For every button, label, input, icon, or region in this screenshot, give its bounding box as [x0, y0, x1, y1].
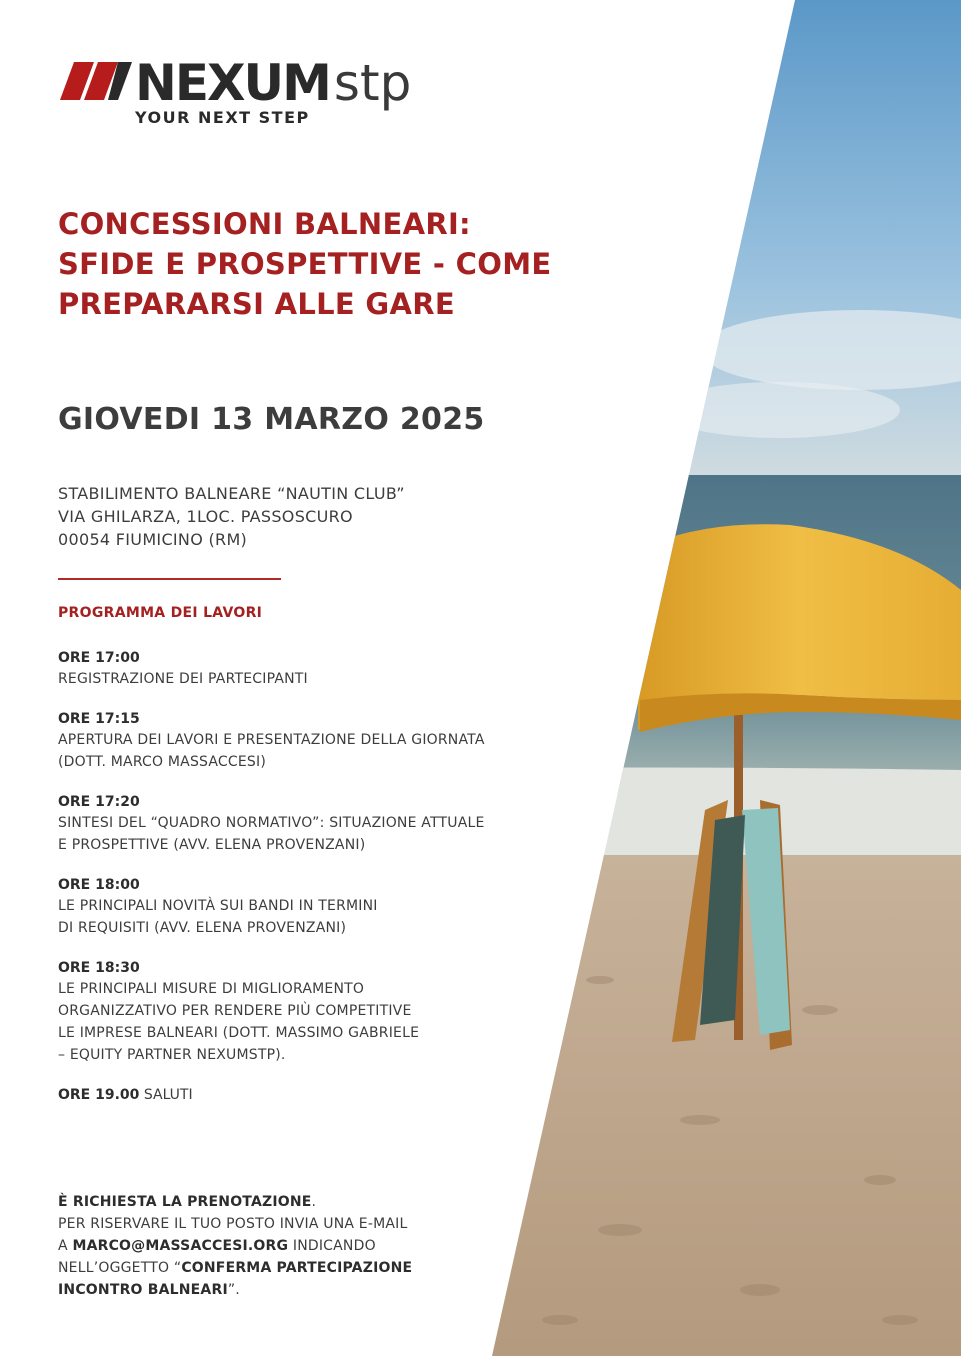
logo-tagline: YOUR NEXT STEP [135, 108, 310, 127]
logo-slashes-icon [60, 62, 132, 100]
venue-block [58, 482, 578, 551]
schedule-item [58, 792, 588, 856]
schedule-time: ORE 18:30 [58, 960, 140, 976]
event-title: CONCESSIONI BALNEARI: SFIDE E PROSPETTIVE - COME PREPARARSI ALLE GARE [58, 207, 552, 321]
schedule-text: LE PRINCIPALI MISURE DI MIGLIORAMENTO ORGANIZZATIVO PER RENDERE PIÙ COMPETITIVE LE IMPRESE BALNEARI (DOTT. MASSIMO GABRIELE – EQUITY PARTNER NEXUMSTP). [58, 981, 420, 1063]
schedule-item [58, 709, 588, 773]
booking-indicating: INDICANDO [292, 1238, 376, 1254]
schedule-item [58, 958, 588, 1066]
booking-instructions: PER RISERVARE IL TUO POSTO INVIA UNA E-MAIL [58, 1216, 408, 1232]
booking-info: È RICHIESTA LA PRENOTAZIONE. PER RISERVARE IL TUO POSTO INVIA UNA E-MAIL A MARCO@MASSACCESI.ORG INDICANDO NELL’OGGETTO “CONFERMA PARTECIPAZIONE INCONTRO BALNEARI”. [58, 1194, 413, 1298]
schedule-time: ORE 18:00 [58, 877, 140, 893]
schedule-time: ORE 17:20 [58, 794, 140, 810]
divider [58, 578, 281, 580]
schedule-item [58, 875, 588, 939]
booking-end: ”. [227, 1282, 240, 1298]
booking-prefix: A [58, 1238, 68, 1254]
schedule-closing [58, 1085, 588, 1105]
logo-suffix: stp [333, 54, 412, 112]
schedule-item [58, 648, 588, 690]
schedule-time: ORE 17:00 [58, 650, 140, 666]
logo-wordmark [135, 56, 411, 110]
booking-subject-intro: NELL’OGGETTO “ [58, 1260, 182, 1276]
schedule-text: LE PRINCIPALI NOVITÀ SUI BANDI IN TERMINI DI REQUISITI (AVV. ELENA PROVENZANI) [58, 898, 378, 936]
logo-name: NEXUM [135, 54, 330, 112]
program-title: PROGRAMMA DEI LAVORI [58, 605, 263, 621]
program-schedule [58, 648, 588, 1105]
schedule-text: REGISTRAZIONE DEI PARTECIPANTI [58, 671, 308, 687]
closing-time: ORE 19.00 [58, 1087, 140, 1103]
event-date: GIOVEDI 13 MARZO 2025 [58, 402, 485, 437]
venue-name: STABILIMENTO BALNEARE “NAUTIN CLUB” [58, 484, 405, 503]
booking-email-link[interactable]: MARCO@MASSACCESI.ORG [72, 1238, 289, 1254]
schedule-text: APERTURA DEI LAVORI E PRESENTAZIONE DELLA GIORNATA (DOTT. MARCO MASSACCESI) [58, 732, 485, 770]
venue-city: 00054 FIUMICINO (RM) [58, 530, 248, 549]
nexum-logo [60, 56, 440, 136]
closing-text: SALUTI [143, 1087, 193, 1103]
schedule-time: ORE 17:15 [58, 711, 140, 727]
booking-subject-line1: CONFERMA PARTECIPAZIONE [181, 1260, 413, 1276]
venue-address: VIA GHILARZA, 1LOC. PASSOSCURO [58, 507, 353, 526]
schedule-text: SINTESI DEL “QUADRO NORMATIVO”: SITUAZIONE ATTUALE E PROSPETTIVE (AVV. ELENA PROVENZANI) [58, 815, 485, 853]
booking-required: È RICHIESTA LA PRENOTAZIONE [58, 1194, 312, 1210]
booking-subject-line2: INCONTRO BALNEARI [58, 1282, 228, 1298]
